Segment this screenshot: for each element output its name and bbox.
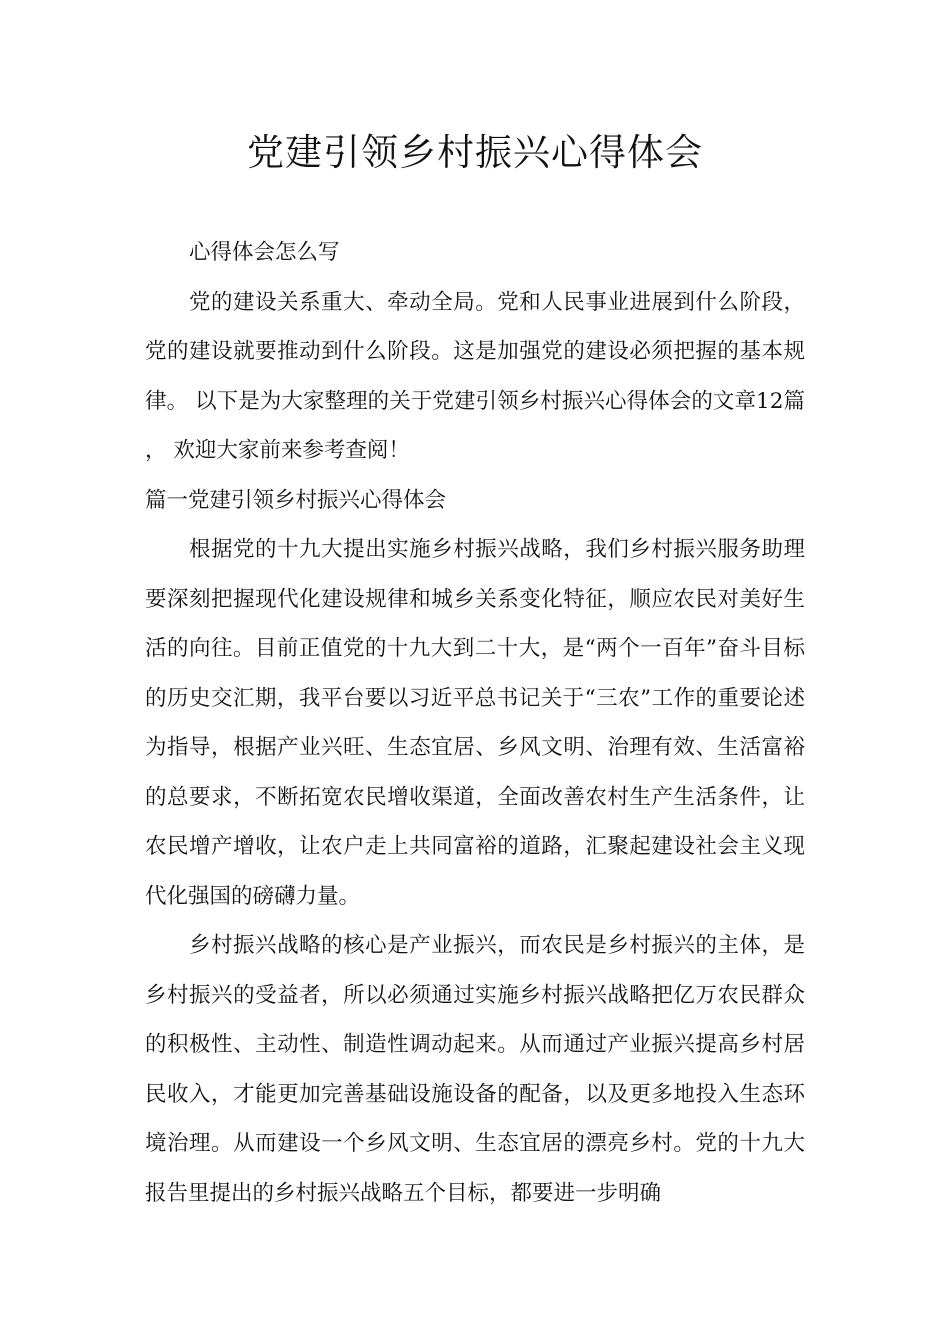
- paragraph-body-1: 根据党的十九大提出实施乡村振兴战略，我们乡村振兴服务助理要深刻把握现代化建设规律和城乡关系变化特征，顺应农民对美好生活的向往。目前正值党的十九大到二十大，是“两个一百年”奋斗目标的历史交汇期，我平台要以习近平总书记关于“三农”工作的重要论述为指导，根据产业兴旺、生态宜居、乡风文明、治理有效、生活富裕的总要求，不断拓宽农民增收渠道，全面改善农村生产生活条件，让农民增产增收，让农户走上共同富裕的道路，汇聚起建设社会主义现代化强国的磅礴力量。: [145, 537, 805, 909]
- paragraph-intro-heading: 心得体会怎么写: [189, 240, 340, 265]
- section-heading: 篇一党建引领乡村振兴心得体会: [145, 487, 447, 513]
- document-title: 党建引领乡村振兴心得体会: [247, 131, 703, 174]
- paragraph-body-2: 乡村振兴战略的核心是产业振兴，而农民是乡村振兴的主体，是乡村振兴的受益者，所以必须通过实施乡村振兴战略把亿万农民群众的积极性、主动性、制造性调动起来。从而通过产业振兴提高乡村居民收入，才能更加完善基础设施设备的配备，以及更多地投入生态环境治理。从而建设一个乡风文明、生态宜居的漂亮乡村。党的十九大报告里提出的乡村振兴战略五个目标，都要进一步明确: [145, 933, 805, 1206]
- paragraph-intro: 党的建设关系重大、牵动全局。党和人民事业进展到什么阶段，党的建设就要推动到什么阶段。这是加强党的建设必须把握的基本规律。 以下是为大家整理的关于党建引领乡村振兴心得体会的文章12篇 ， 欢迎大家前来参考查阅！: [145, 289, 805, 463]
- document-body: [145, 228, 805, 1218]
